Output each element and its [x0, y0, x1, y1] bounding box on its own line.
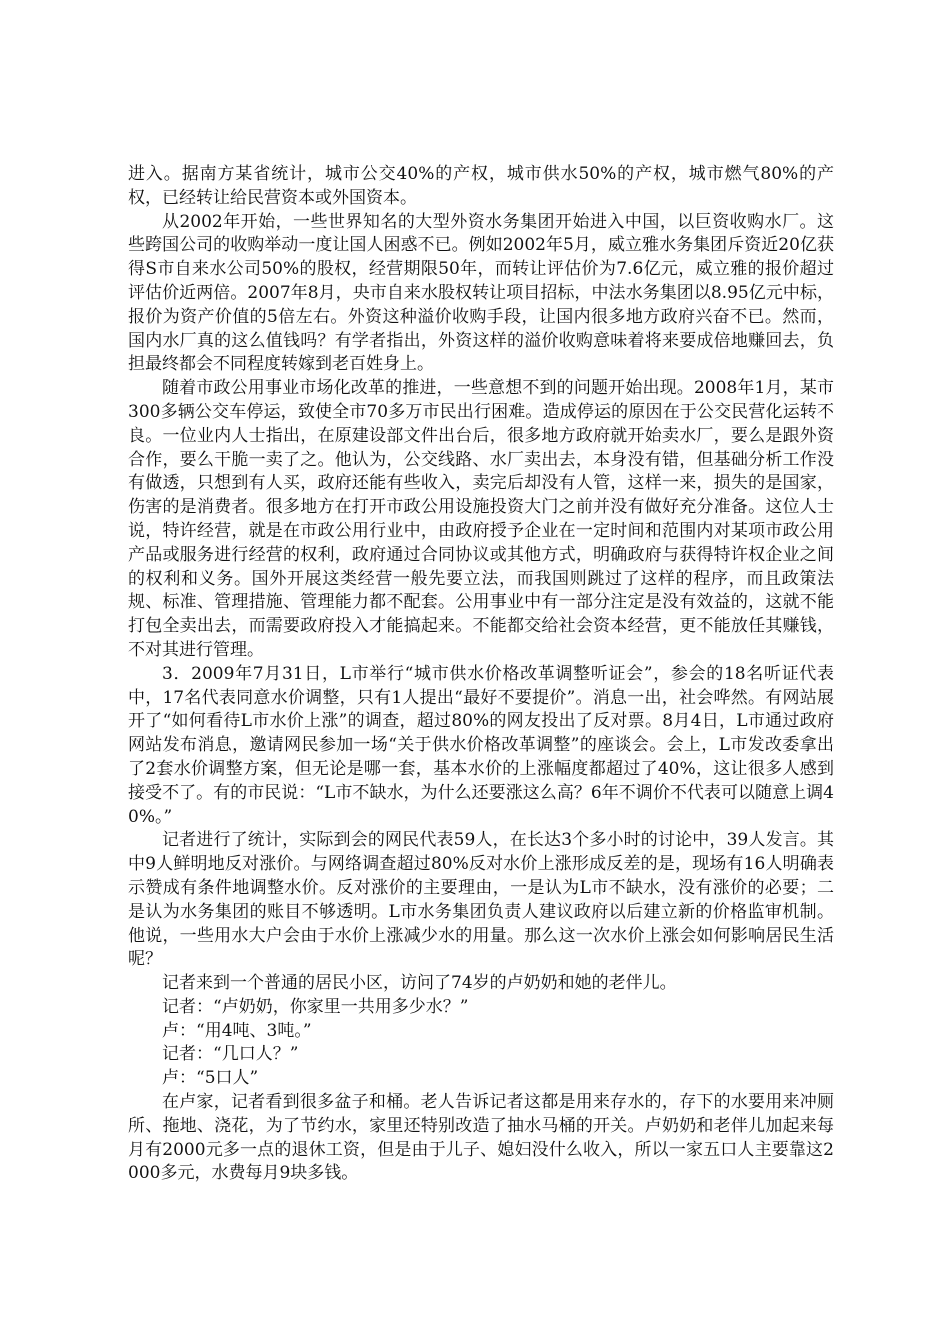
paragraph-1: 进入。据南方某省统计，城市公交40%的产权，城市供水50%的产权，城市燃气80%的产权，已经转让给民营资本或外国资本。	[128, 164, 834, 208]
dialogue-line-2: 卢：“用4吨、3吨。”	[162, 1020, 312, 1041]
paragraph-5: 记者进行了统计，实际到会的网民代表59人，在长达3个多小时的讨论中，39人发言。其中9人鲜明地反对涨价。与网络调查超过80%反对水价上涨形成反差的是，现场有16人明确表示赞成有条件地调整水价。反对涨价的主要理由，一是认为L市不缺水，没有涨价的必要；二是认为水务集团的账目不够透明。L市水务集团负责人建议政府以后建立新的价格监审机制。他说，一些用水大户会由于水价上涨减少水的用量。那么这一次水价上涨会如何影响居民生活呢？	[128, 830, 834, 970]
paragraph-4: 3．2009年7月31日，L市举行“城市供水价格改革调整听证会”，参会的18名听证代表中，17名代表同意水价调整，只有1人提出“最好不要提价”。消息一出，社会哗然。有网站展开了“如何看待L市水价上涨”的调查，超过80%的网友投出了反对票。8月4日，L市通过政府网站发布消息，邀请网民参加一场“关于供水价格改革调整”的座谈会。会上，L市发改委拿出了2套水价调整方案，但无论是哪一套，基本水价的上涨幅度都超过了40%，这让很多人感到接受不了。有的市民说：“L市不缺水，为什么还要涨这么高？6年不调价不代表可以随意上调40%。”	[128, 663, 834, 827]
dialogue-line-4: 卢：“5口人”	[162, 1068, 259, 1089]
paragraph-6: 记者来到一个普通的居民小区，访问了74岁的卢奶奶和她的老伴儿。	[162, 973, 677, 994]
paragraph-7: 在卢家，记者看到很多盆子和桶。老人告诉记者这都是用来存水的，存下的水要用来冲厕所、拖地、浇花，为了节约水，家里还特别改造了抽水马桶的开关。卢奶奶和老伴儿加起来每月有2000元多一点的退休工资，但是由于儿子、媳妇没什么收入，所以一家五口人主要靠这2000多元，水费每月9块多钱。	[128, 1092, 834, 1184]
document-body	[128, 163, 834, 1186]
dialogue-line-3: 记者：“几口人？”	[162, 1044, 299, 1065]
paragraph-3: 随着市政公用事业市场化改革的推进，一些意想不到的问题开始出现。2008年1月，某市300多辆公交车停运，致使全市70多万市民出行困难。造成停运的原因在于公交民营化运转不良。一位业内人士指出，在原建设部文件出台后，很多地方政府就开始卖水厂，要么是跟外资合作，要么干脆一卖了之。他认为，公交线路、水厂卖出去，本身没有错，但基础分析工作没有做透，只想到有人买，政府还能有些收入，卖完后却没有人管，这样一来，损失的是国家，伤害的是消费者。很多地方在打开市政公用设施投资大门之前并没有做好充分准备。这位人士说，特许经营，就是在市政公用行业中，由政府授予企业在一定时间和范围内对某项市政公用产品或服务进行经营的权利，政府通过合同协议或其他方式，明确政府与获得特许权企业之间的权利和义务。国外开展这类经营一般先要立法，而我国则跳过了这样的程序，而且政策法规、标准、管理措施、管理能力都不配套。公用事业中有一部分注定是没有效益的，这就不能打包全卖出去，而需要政府投入才能搞起来。不能都交给社会资本经营，更不能放任其赚钱，不对其进行管理。	[128, 378, 834, 660]
paragraph-2: 从2002年开始，一些世界知名的大型外资水务集团开始进入中国，以巨资收购水厂。这些跨国公司的收购举动一度让国人困惑不已。例如2002年5月，威立雅水务集团斥资近20亿获得S市自来水公司50%的股权，经营期限50年，而转让评估价为7.6亿元，威立雅的报价超过评估价近两倍。2007年8月，央市自来水股权转让项目招标，中法水务集团以8.95亿元中标，报价为资产价值的5倍左右。外资这种溢价收购手段，让国内很多地方政府兴奋不已。然而，国内水厂真的这么值钱吗？有学者指出，外资这样的溢价收购意味着将来要成倍地赚回去，负担最终都会不同程度转嫁到老百姓身上。	[128, 211, 834, 375]
dialogue-line-1: 记者：“卢奶奶，你家里一共用多少水？”	[162, 996, 469, 1017]
